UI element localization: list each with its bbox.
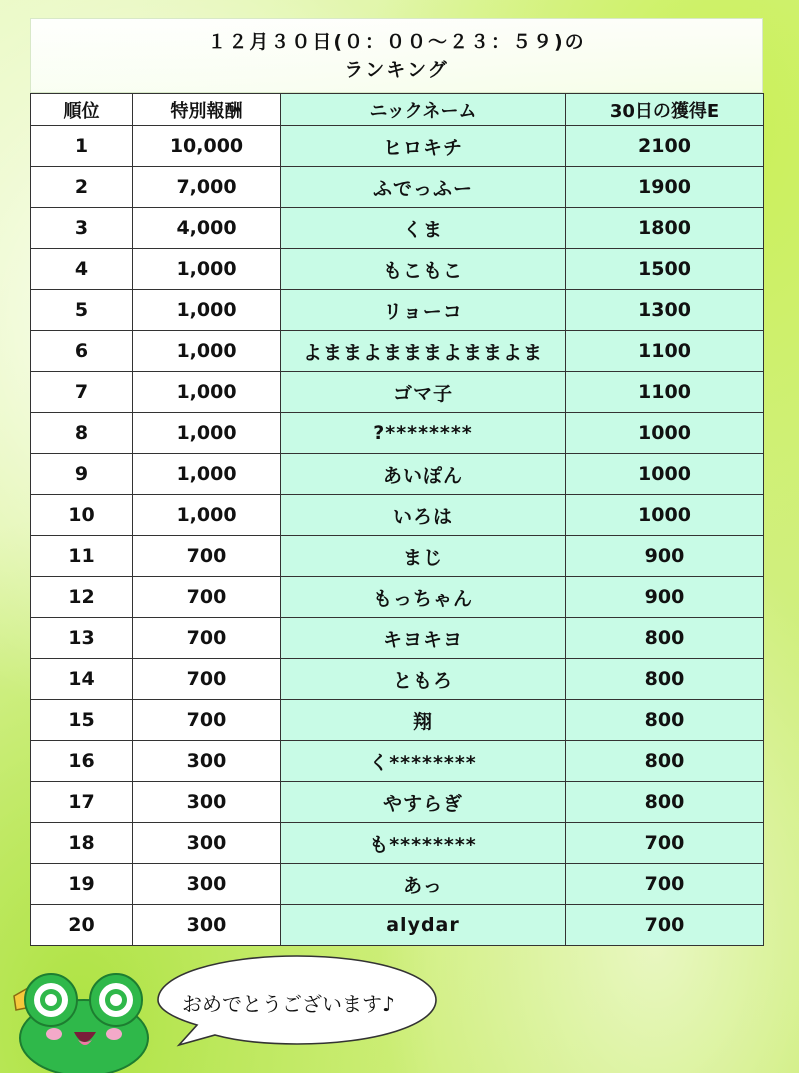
earned-cell: 1100 xyxy=(566,372,764,413)
rank-cell: 8 xyxy=(31,413,133,454)
table-row xyxy=(31,208,764,249)
nickname-cell: やすらぎ xyxy=(281,782,566,823)
earned-cell: 800 xyxy=(566,782,764,823)
nickname-cell: ゴマ子 xyxy=(281,372,566,413)
rank-cell: 6 xyxy=(31,331,133,372)
nickname-cell: ヒロキチ xyxy=(281,126,566,167)
earned-cell: 800 xyxy=(566,700,764,741)
earned-cell: 700 xyxy=(566,905,764,946)
table-row xyxy=(31,413,764,454)
nickname-cell: 翔 xyxy=(281,700,566,741)
table-row xyxy=(31,331,764,372)
earned-cell: 700 xyxy=(566,864,764,905)
reward-cell: 700 xyxy=(133,577,281,618)
table-row xyxy=(31,659,764,700)
table-row xyxy=(31,577,764,618)
reward-cell: 300 xyxy=(133,741,281,782)
earned-cell: 900 xyxy=(566,536,764,577)
reward-cell: 700 xyxy=(133,618,281,659)
rank-cell: 12 xyxy=(31,577,133,618)
nickname-header: ニックネーム xyxy=(281,94,566,126)
table-row xyxy=(31,454,764,495)
earned-cell: 1100 xyxy=(566,331,764,372)
table-row xyxy=(31,741,764,782)
congrats-message: おめでとうございます♪ xyxy=(182,992,395,1016)
earned-cell: 900 xyxy=(566,577,764,618)
nickname-cell: キヨキヨ xyxy=(281,618,566,659)
rank-cell: 15 xyxy=(31,700,133,741)
rank-cell: 11 xyxy=(31,536,133,577)
title-line-2: ランキング xyxy=(344,58,449,81)
earned-cell: 1000 xyxy=(566,413,764,454)
table-row xyxy=(31,700,764,741)
reward-cell: 1,000 xyxy=(133,413,281,454)
table-row xyxy=(31,536,764,577)
reward-cell: 10,000 xyxy=(133,126,281,167)
table-row xyxy=(31,126,764,167)
rank-cell: 9 xyxy=(31,454,133,495)
table-row xyxy=(31,618,764,659)
table-row xyxy=(31,167,764,208)
reward-cell: 300 xyxy=(133,864,281,905)
rank-cell: 19 xyxy=(31,864,133,905)
ranking-table xyxy=(30,93,764,946)
rank-cell: 14 xyxy=(31,659,133,700)
rank-cell: 16 xyxy=(31,741,133,782)
table-row xyxy=(31,823,764,864)
table-header-row xyxy=(31,94,764,126)
rank-header: 順位 xyxy=(31,94,133,126)
nickname-cell: もっちゃん xyxy=(281,577,566,618)
reward-cell: 7,000 xyxy=(133,167,281,208)
nickname-cell: も******** xyxy=(281,823,566,864)
table-row xyxy=(31,290,764,331)
rank-cell: 5 xyxy=(31,290,133,331)
rank-cell: 20 xyxy=(31,905,133,946)
reward-header: 特別報酬 xyxy=(133,94,281,126)
reward-cell: 700 xyxy=(133,659,281,700)
reward-cell: 1,000 xyxy=(133,331,281,372)
title-line-1: １２月３０日(０：００～２３：５９)の xyxy=(207,30,586,53)
nickname-cell: く******** xyxy=(281,741,566,782)
reward-cell: 300 xyxy=(133,823,281,864)
earned-cell: 800 xyxy=(566,618,764,659)
earned-cell: 1000 xyxy=(566,495,764,536)
earned-cell: 800 xyxy=(566,659,764,700)
table-row xyxy=(31,782,764,823)
frog-mascot-icon xyxy=(6,968,156,1073)
rank-cell: 13 xyxy=(31,618,133,659)
table-row xyxy=(31,249,764,290)
table-row xyxy=(31,905,764,946)
nickname-cell: くま xyxy=(281,208,566,249)
earned-cell: 1900 xyxy=(566,167,764,208)
nickname-cell: ?******** xyxy=(281,413,566,454)
earned-header: 30日の獲得E xyxy=(566,94,764,126)
nickname-cell: リョーコ xyxy=(281,290,566,331)
nickname-cell: もこもこ xyxy=(281,249,566,290)
reward-cell: 4,000 xyxy=(133,208,281,249)
rank-cell: 1 xyxy=(31,126,133,167)
reward-cell: 300 xyxy=(133,782,281,823)
rank-cell: 3 xyxy=(31,208,133,249)
reward-cell: 300 xyxy=(133,905,281,946)
reward-cell: 1,000 xyxy=(133,454,281,495)
rank-cell: 2 xyxy=(31,167,133,208)
rank-cell: 10 xyxy=(31,495,133,536)
earned-cell: 800 xyxy=(566,741,764,782)
rank-cell: 17 xyxy=(31,782,133,823)
reward-cell: 700 xyxy=(133,700,281,741)
rank-cell: 4 xyxy=(31,249,133,290)
nickname-cell: いろは xyxy=(281,495,566,536)
reward-cell: 1,000 xyxy=(133,372,281,413)
reward-cell: 1,000 xyxy=(133,249,281,290)
nickname-cell: ともろ xyxy=(281,659,566,700)
ranking-board xyxy=(30,18,763,946)
earned-cell: 1500 xyxy=(566,249,764,290)
reward-cell: 700 xyxy=(133,536,281,577)
reward-cell: 1,000 xyxy=(133,290,281,331)
nickname-cell: あっ xyxy=(281,864,566,905)
earned-cell: 1800 xyxy=(566,208,764,249)
nickname-cell: alydar xyxy=(281,905,566,946)
nickname-cell: まじ xyxy=(281,536,566,577)
table-row xyxy=(31,372,764,413)
ranking-title xyxy=(30,18,763,93)
nickname-cell: よままよまままよままよま xyxy=(281,331,566,372)
rank-cell: 7 xyxy=(31,372,133,413)
rank-cell: 18 xyxy=(31,823,133,864)
nickname-cell: ふでっふー xyxy=(281,167,566,208)
table-row xyxy=(31,864,764,905)
earned-cell: 700 xyxy=(566,823,764,864)
reward-cell: 1,000 xyxy=(133,495,281,536)
earned-cell: 1000 xyxy=(566,454,764,495)
table-row xyxy=(31,495,764,536)
nickname-cell: あいぽん xyxy=(281,454,566,495)
earned-cell: 1300 xyxy=(566,290,764,331)
earned-cell: 2100 xyxy=(566,126,764,167)
